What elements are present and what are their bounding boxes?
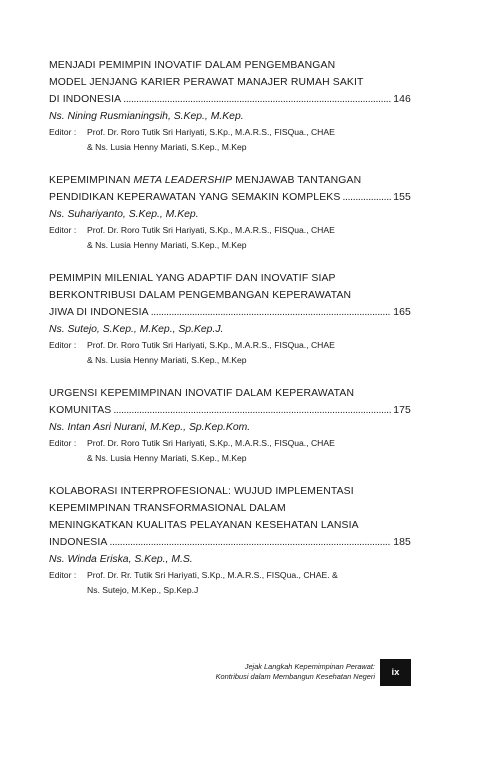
entry-editors <box>49 223 411 253</box>
page-footer <box>180 659 411 686</box>
page-number: 165 <box>393 307 411 318</box>
page-number-badge: ix <box>380 659 411 686</box>
editor-label: Editor : <box>49 225 77 235</box>
entry-title-line: INDONESIA <box>49 537 108 548</box>
editor-label: Editor : <box>49 127 77 137</box>
entry-author: Ns. Suhariyanto, S.Kep., M.Kep. <box>49 209 199 220</box>
entry-title-last-line <box>49 91 411 108</box>
editor-name: Prof. Dr. Roro Tutik Sri Hariyati, S.Kp., M.A.R.S., FISQua., CHAE <box>87 438 335 448</box>
toc-entry <box>49 172 411 253</box>
editor-label: Editor : <box>49 438 77 448</box>
entry-editors <box>49 568 411 598</box>
entry-title-line: BERKONTRIBUSI DALAM PENGEMBANGAN KEPERAWATAN <box>49 290 352 301</box>
editor-name: & Ns. Lusia Henny Mariati, S.Kep., M.Kep <box>87 240 247 250</box>
entry-author: Ns. Intan Asri Nurani, M.Kep., Sp.Kep.Kom. <box>49 422 251 433</box>
editor-name: & Ns. Lusia Henny Mariati, S.Kep., M.Kep <box>87 355 247 365</box>
entry-title-line: KEPEMIMPINAN TRANSFORMASIONAL DALAM <box>49 503 286 514</box>
entry-title-last-line <box>49 189 411 206</box>
entry-author: Ns. Nining Rusmianingsih, S.Kep., M.Kep. <box>49 111 244 122</box>
toc-entry <box>49 483 411 598</box>
entry-title-line: MENJADI PEMIMPIN INOVATIF DALAM PENGEMBANGAN <box>49 60 336 71</box>
entry-title-last-line <box>49 534 411 551</box>
entry-title-line: MENINGKATKAN KUALITAS PELAYANAN KESEHATAN LANSIA <box>49 520 359 531</box>
entry-title-last-line <box>49 304 411 321</box>
dot-leader <box>113 402 391 419</box>
entry-title-line <box>49 172 411 189</box>
entry-title-italic: META LEADERSHIP <box>133 175 233 186</box>
entry-title-line: PENDIDIKAN KEPERAWATAN YANG SEMAKIN KOMPLEKS <box>49 192 341 203</box>
table-of-contents <box>49 57 411 615</box>
entry-title-line: KOMUNITAS <box>49 405 112 416</box>
footer-line: Jejak Langkah Kepemimpinan Perawat: <box>244 662 375 671</box>
toc-entry <box>49 385 411 466</box>
dot-leader <box>110 534 392 551</box>
entry-editors <box>49 125 411 155</box>
editor-name: Prof. Dr. Rr. Tutik Sri Hariyati, S.Kp., M.A.R.S., FISQua., CHAE. & <box>87 570 338 580</box>
entry-title-line: MODEL JENJANG KARIER PERAWAT MANAJER RUMAH SAKIT <box>49 77 364 88</box>
entry-title-last-line <box>49 402 411 419</box>
editor-name: & Ns. Lusia Henny Mariati, S.Kep., M.Kep <box>87 142 247 152</box>
entry-title-line: JIWA DI INDONESIA <box>49 307 149 318</box>
editor-label: Editor : <box>49 570 77 580</box>
page-number: 146 <box>393 94 411 105</box>
entry-author: Ns. Sutejo, S.Kep., M.Kep., Sp.Kep.J. <box>49 324 224 335</box>
entry-title-line: DI INDONESIA <box>49 94 122 105</box>
dot-leader <box>151 304 391 321</box>
entry-title-line: KOLABORASI INTERPROFESIONAL: WUJUD IMPLEMENTASI <box>49 486 354 497</box>
entry-title-text: KEPEMIMPINAN <box>49 175 134 186</box>
editor-name: Ns. Sutejo, M.Kep., Sp.Kep.J <box>87 585 199 595</box>
editor-label: Editor : <box>49 340 77 350</box>
editor-name: & Ns. Lusia Henny Mariati, S.Kep., M.Kep <box>87 453 247 463</box>
toc-entry <box>49 57 411 155</box>
footer-line: Kontribusi dalam Membangun Kesehatan Negeri <box>215 672 375 681</box>
page-number: 155 <box>393 192 411 203</box>
toc-entry <box>49 270 411 368</box>
entry-editors <box>49 436 411 466</box>
entry-editors <box>49 338 411 368</box>
dot-leader <box>342 189 391 206</box>
dot-leader <box>123 91 391 108</box>
entry-title-line: URGENSI KEPEMIMPINAN INOVATIF DALAM KEPERAWATAN <box>49 388 355 399</box>
entry-title-text: MENJAWAB TANTANGAN <box>232 175 362 186</box>
entry-author: Ns. Winda Eriska, S.Kep., M.S. <box>49 554 193 565</box>
editor-name: Prof. Dr. Roro Tutik Sri Hariyati, S.Kp., M.A.R.S., FISQua., CHAE <box>87 127 335 137</box>
page-number: 185 <box>393 537 411 548</box>
editor-name: Prof. Dr. Roro Tutik Sri Hariyati, S.Kp., M.A.R.S., FISQua., CHAE <box>87 340 335 350</box>
running-footer-title <box>216 662 375 682</box>
page-number: 175 <box>393 405 411 416</box>
editor-name: Prof. Dr. Roro Tutik Sri Hariyati, S.Kp., M.A.R.S., FISQua., CHAE <box>87 225 335 235</box>
entry-title-line: PEMIMPIN MILENIAL YANG ADAPTIF DAN INOVATIF SIAP <box>49 273 336 284</box>
